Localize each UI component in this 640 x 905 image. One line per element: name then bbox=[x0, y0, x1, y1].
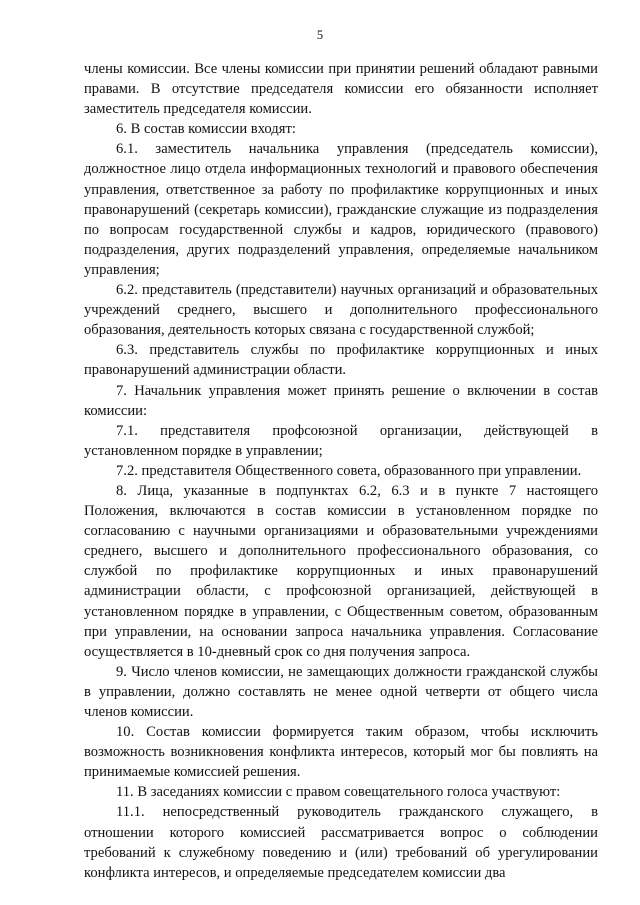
paragraph-11-1: 11.1. непосредственный руководитель гражданского служащего, в отношении которого комиссией рассматривается вопрос о соблюдении требований к служебному поведению и (или) требований об урегулировании конфликта интересов, и определяемые председателем комиссии два bbox=[84, 804, 598, 881]
paragraph-7-2: 7.2. представителя Общественного совета, образованного при управлении. bbox=[116, 462, 582, 479]
paragraph-6-1: 6.1. заместитель начальника управления (председатель комиссии), должностное лицо отдела информационных технологий и правового обеспечения управления, ответственное за работу по профилактике коррупционных и иных правонарушений (секретарь комиссии), гражданские служащие из подразделения по вопросам государственной службы и кадров, юридического (правового) подразделения, других подразделений управления, определяемые начальником управления; bbox=[84, 141, 598, 278]
paragraph-7-1: 7.1. представителя профсоюзной организации, действующей в установленном порядке в управлении; bbox=[84, 422, 598, 459]
paragraph-10: 10. Состав комиссии формируется таким образом, чтобы исключить возможность возникновения конфликта интересов, который мог бы повлиять на принимаемые комиссией решения. bbox=[84, 724, 598, 781]
paragraph-6: 6. В состав комиссии входят: bbox=[116, 121, 296, 138]
paragraph-7: 7. Начальник управления может принять решение о включении в состав комиссии: bbox=[84, 382, 598, 419]
paragraph-9: 9. Число членов комиссии, не замещающих должности гражданской службы в управлении, должно составлять не менее одной четверти от общего числа членов комиссии. bbox=[84, 663, 598, 720]
page-number: 5 bbox=[316, 28, 324, 42]
paragraph-continuation: члены комиссии. Все члены комиссии при принятии решений обладают равными правами. В отсутствие председателя комиссии его обязанности исполняет заместитель председателя комиссии. bbox=[84, 61, 598, 118]
paragraph-11: 11. В заседаниях комиссии с правом совещательного голоса участвуют: bbox=[116, 784, 561, 801]
document-body bbox=[84, 59, 598, 883]
paragraph-6-3: 6.3. представитель службы по профилактике коррупционных и иных правонарушений администрации области. bbox=[84, 342, 598, 379]
paragraph-6-2: 6.2. представитель (представители) научных организаций и образовательных учреждений среднего, высшего и дополнительного профессионального образования, деятельность которых связана с государственной службой; bbox=[84, 282, 598, 339]
paragraph-8: 8. Лица, указанные в подпунктах 6.2, 6.3 и в пункте 7 настоящего Положения, включаются в состав комиссии в установленном порядке по согласованию с научными организациями и образовательными учреждениями среднего, высшего и дополнительного профессионального образования, со службой по профилактике коррупционных и иных правонарушений администрации области, с профсоюзной организацией, действующей в установленном порядке в управлении, с Общественным советом, образованным при управлении, на основании запроса начальника управления. Согласование осуществляется в 10-дневный срок со дня получения запроса. bbox=[84, 482, 598, 660]
